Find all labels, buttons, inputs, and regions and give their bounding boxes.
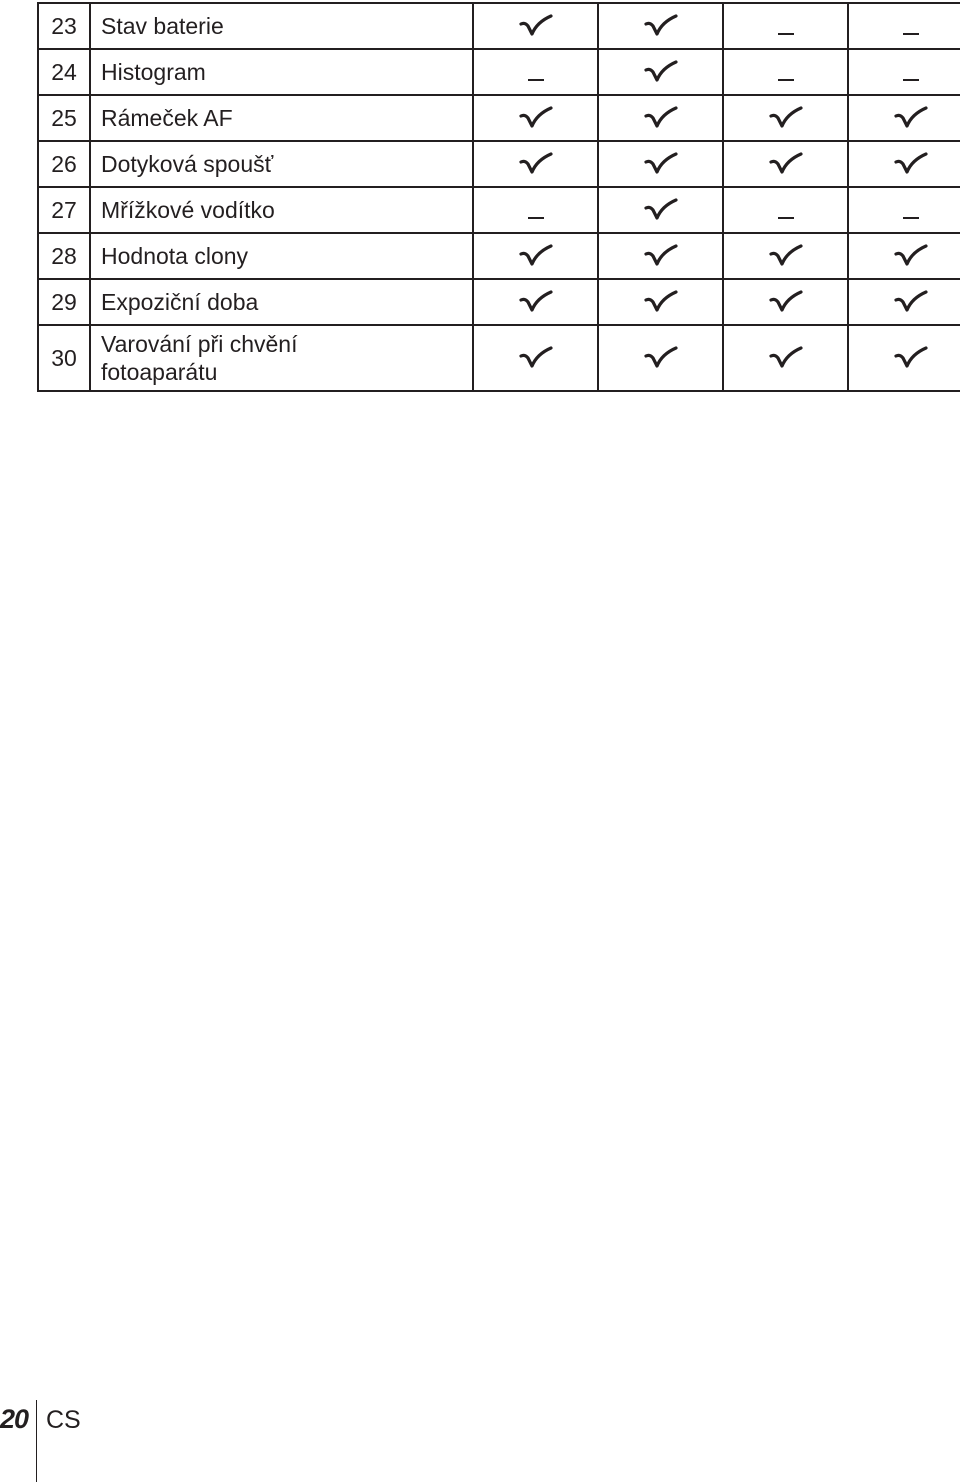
dash-icon — [848, 49, 960, 95]
display-indicators-table — [37, 2, 960, 392]
row-label — [90, 325, 473, 391]
table-row — [38, 3, 960, 49]
page-number: 20 — [0, 1404, 29, 1434]
row-label: Expoziční doba — [90, 279, 473, 325]
check-icon — [598, 325, 723, 391]
check-icon — [473, 141, 598, 187]
check-icon — [473, 279, 598, 325]
check-icon — [848, 95, 960, 141]
table-row — [38, 187, 960, 233]
row-label-line-1: Varování při chvění — [101, 331, 298, 357]
check-icon — [598, 95, 723, 141]
row-number: 25 — [38, 95, 90, 141]
row-label: Dotyková spoušť — [90, 141, 473, 187]
check-icon — [598, 141, 723, 187]
row-label: Histogram — [90, 49, 473, 95]
row-number: 24 — [38, 49, 90, 95]
check-icon — [473, 325, 598, 391]
table-row — [38, 279, 960, 325]
row-number: 30 — [38, 325, 90, 391]
table-row — [38, 325, 960, 391]
row-number: 28 — [38, 233, 90, 279]
dash-icon — [848, 187, 960, 233]
row-number: 29 — [38, 279, 90, 325]
row-label-line-2: fotoaparátu — [101, 359, 218, 385]
check-icon — [473, 233, 598, 279]
check-icon — [723, 325, 848, 391]
table-row — [38, 233, 960, 279]
check-icon — [598, 187, 723, 233]
row-label: Stav baterie — [90, 3, 473, 49]
footer-divider — [36, 1400, 37, 1482]
table-row — [38, 141, 960, 187]
dash-icon — [473, 187, 598, 233]
check-icon — [723, 233, 848, 279]
check-icon — [598, 3, 723, 49]
check-icon — [598, 233, 723, 279]
check-icon — [723, 95, 848, 141]
table-row — [38, 95, 960, 141]
check-icon — [848, 233, 960, 279]
check-icon — [473, 95, 598, 141]
row-number: 27 — [38, 187, 90, 233]
check-icon — [723, 141, 848, 187]
check-icon — [848, 325, 960, 391]
dash-icon — [723, 49, 848, 95]
check-icon — [848, 141, 960, 187]
row-number: 26 — [38, 141, 90, 187]
row-number: 23 — [38, 3, 90, 49]
row-label: Mřížkové vodítko — [90, 187, 473, 233]
check-icon — [723, 279, 848, 325]
row-label: Rámeček AF — [90, 95, 473, 141]
row-label: Hodnota clony — [90, 233, 473, 279]
language-code: CS — [46, 1406, 81, 1434]
dash-icon — [723, 187, 848, 233]
dash-icon — [723, 3, 848, 49]
dash-icon — [473, 49, 598, 95]
check-icon — [598, 279, 723, 325]
check-icon — [848, 279, 960, 325]
table-row — [38, 49, 960, 95]
check-icon — [598, 49, 723, 95]
dash-icon — [848, 3, 960, 49]
check-icon — [473, 3, 598, 49]
